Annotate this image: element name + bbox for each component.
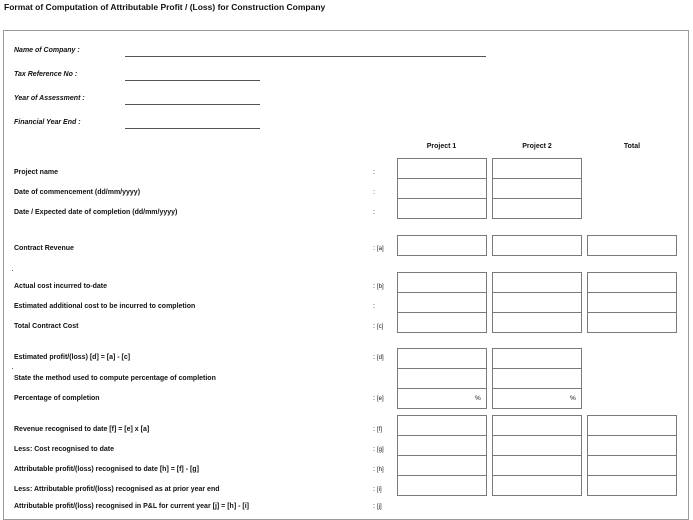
row-colon: : [g] [373, 446, 384, 453]
project-1-contract-revenue-cell[interactable] [397, 235, 487, 256]
row-label-attributable-profit-prior-year: Less: Attributable profit/(loss) recognised as at prior year end [14, 486, 220, 493]
ref-tag: [a] [376, 246, 384, 252]
row-colon: : [373, 209, 375, 216]
project-2-percentage-cell[interactable] [492, 388, 582, 409]
project-2-method-cell[interactable] [492, 368, 582, 389]
total-cost-recognised-cell[interactable] [587, 435, 677, 456]
project-2-total-cost-cell[interactable] [492, 312, 582, 333]
project-2-additional-cost-cell[interactable] [492, 292, 582, 313]
project-2-profit-to-date-cell[interactable] [492, 455, 582, 476]
project-1-actual-cost-cell[interactable] [397, 272, 487, 293]
row-label-project-name: Project name [14, 169, 58, 176]
row-label-revenue-recognised: Revenue recognised to date [f] = [e] x [a] [14, 426, 150, 433]
row-label-method: State the method used to compute percentage of completion [14, 375, 216, 382]
row-label-date-completion: Date / Expected date of completion (dd/mm/yyyy) [14, 209, 178, 216]
project-1-method-cell[interactable] [397, 368, 487, 389]
project-2-commencement-cell[interactable] [492, 178, 582, 199]
row-colon: : [c] [373, 323, 384, 330]
project-2-contract-revenue-cell[interactable] [492, 235, 582, 256]
project-1-profit-to-date-cell[interactable] [397, 455, 487, 476]
row-label-actual-cost: Actual cost incurred to-date [14, 283, 107, 290]
row-colon: : [373, 189, 375, 196]
stray-mark [12, 270, 13, 271]
project-2-revenue-recognised-cell[interactable] [492, 415, 582, 436]
row-colon: : [e] [373, 395, 384, 402]
row-label-estimated-profit: Estimated profit/(loss) [d] = [a] - [c] [14, 354, 131, 361]
percent-sign-project-2: % [570, 395, 576, 402]
row-label-attributable-profit-current-year: Attributable profit/(loss) recognised in P&L for current year [j] = [h] - [i] [14, 503, 249, 510]
company-name-label: Name of Company : [14, 47, 80, 54]
project-1-additional-cost-cell[interactable] [397, 292, 487, 313]
row-colon: : [f] [373, 426, 382, 433]
row-colon: : [i] [373, 486, 382, 493]
ref-tag: [e] [376, 396, 384, 402]
project-1-total-cost-cell[interactable] [397, 312, 487, 333]
row-label-attributable-profit-to-date: Attributable profit/(loss) recognised to date [h] = [f] - [g] [14, 466, 199, 473]
stray-mark [12, 368, 13, 369]
column-header-project-2: Project 2 [522, 143, 552, 150]
year-of-assessment-label: Year of Assessment : [14, 95, 85, 102]
project-2-name-cell[interactable] [492, 158, 582, 179]
project-1-revenue-recognised-cell[interactable] [397, 415, 487, 436]
ref-tag: [j] [376, 504, 382, 510]
project-1-percentage-cell[interactable] [397, 388, 487, 409]
financial-year-end-field[interactable] [125, 128, 260, 129]
tax-reference-label: Tax Reference No : [14, 71, 78, 78]
row-colon: : [373, 303, 375, 310]
ref-tag: [g] [376, 447, 384, 453]
ref-tag: [f] [376, 427, 382, 433]
ref-tag: [b] [376, 284, 384, 290]
ref-tag: [d] [376, 355, 384, 361]
financial-year-end-label: Financial Year End : [14, 119, 81, 126]
total-total-cost-cell[interactable] [587, 312, 677, 333]
row-label-cost-recognised: Less: Cost recognised to date [14, 446, 114, 453]
row-colon: : [h] [373, 466, 384, 473]
column-header-total: Total [623, 143, 641, 150]
row-label-percentage-completion: Percentage of completion [14, 395, 100, 402]
project-1-name-cell[interactable] [397, 158, 487, 179]
page-title: Format of Computation of Attributable Profit / (Loss) for Construction Company [4, 2, 326, 12]
column-header-project-1: Project 1 [426, 143, 457, 150]
project-2-actual-cost-cell[interactable] [492, 272, 582, 293]
project-1-cost-recognised-cell[interactable] [397, 435, 487, 456]
total-contract-revenue-cell[interactable] [587, 235, 677, 256]
project-2-cost-recognised-cell[interactable] [492, 435, 582, 456]
project-2-completion-cell[interactable] [492, 198, 582, 219]
total-additional-cost-cell[interactable] [587, 292, 677, 313]
project-1-estimated-profit-cell[interactable] [397, 348, 487, 369]
project-2-profit-prior-year-cell[interactable] [492, 475, 582, 496]
row-colon: : [a] [373, 245, 384, 252]
total-profit-prior-year-cell[interactable] [587, 475, 677, 496]
project-1-profit-prior-year-cell[interactable] [397, 475, 487, 496]
row-colon: : [j] [373, 503, 382, 510]
project-1-commencement-cell[interactable] [397, 178, 487, 199]
tax-reference-field[interactable] [125, 80, 260, 81]
row-label-date-commencement: Date of commencement (dd/mm/yyyy) [14, 189, 141, 196]
ref-tag: [i] [376, 487, 382, 493]
ref-tag: [c] [376, 324, 384, 330]
year-of-assessment-field[interactable] [125, 104, 260, 105]
project-1-completion-cell[interactable] [397, 198, 487, 219]
row-label-estimated-additional-cost: Estimated additional cost to be incurred to completion [14, 303, 196, 310]
row-colon: : [373, 169, 375, 176]
company-name-field[interactable] [125, 56, 486, 57]
row-colon: : [b] [373, 283, 384, 290]
total-revenue-recognised-cell[interactable] [587, 415, 677, 436]
percent-sign-project-1: % [475, 395, 481, 402]
total-actual-cost-cell[interactable] [587, 272, 677, 293]
total-profit-to-date-cell[interactable] [587, 455, 677, 476]
row-colon: : [d] [373, 354, 384, 361]
ref-tag: [h] [376, 467, 384, 473]
project-2-estimated-profit-cell[interactable] [492, 348, 582, 369]
row-label-contract-revenue: Contract Revenue [14, 245, 74, 252]
row-label-total-contract-cost: Total Contract Cost [14, 323, 79, 330]
